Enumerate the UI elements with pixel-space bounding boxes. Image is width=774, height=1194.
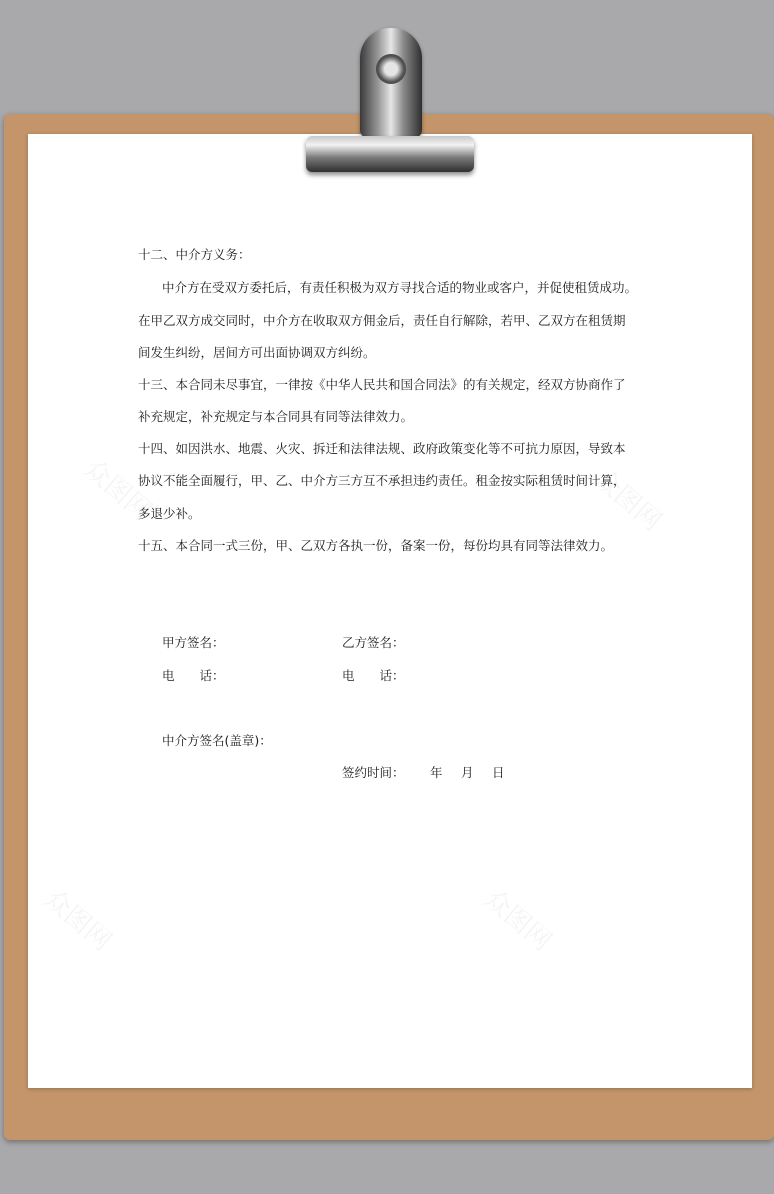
- clip-rivet: [376, 54, 406, 84]
- date-year: 年: [430, 765, 443, 780]
- paragraph-line: 协议不能全面履行，甲、乙、中介方三方互不承担违约责任。租金按实际租赁时间计算，: [138, 473, 626, 488]
- party-b-signature-label: 乙方签名：: [342, 635, 405, 650]
- paragraph-line: 中介方在受双方委托后，有责任积极为双方寻找合适的物业或客户，并促使租赁成功。: [162, 280, 638, 295]
- section-14-line: 十四、如因洪水、地震、火灾、拆迁和法律法规、政府政策变化等不可抗力原因，导致本: [138, 441, 626, 456]
- contract-page: [28, 134, 752, 1088]
- paragraph-line: 间发生纠纷，居间方可出面协调双方纠纷。: [138, 345, 376, 360]
- paragraph-line: 多退少补。: [138, 506, 201, 521]
- sign-date-label: 签约时间：: [342, 765, 405, 780]
- paragraph-line: 补充规定，补充规定与本合同具有同等法律效力。: [138, 409, 414, 424]
- section-13-line: 十三、本合同未尽事宜，一律按《中华人民共和国合同法》的有关规定，经双方协商作了: [138, 377, 626, 392]
- clip-jaw: [306, 136, 474, 172]
- section-15-line: 十五、本合同一式三份，甲、乙双方各执一份，备案一份，每份均具有同等法律效力。: [138, 538, 614, 553]
- paragraph-line: 在甲乙双方成交同时，中介方在收取双方佣金后，责任自行解除，若甲、乙双方在租赁期: [138, 313, 626, 328]
- date-month: 月: [461, 765, 474, 780]
- date-day: 日: [492, 765, 505, 780]
- party-a-signature-label: 甲方签名：: [162, 635, 225, 650]
- party-b-phone-label: 电 话：: [342, 668, 405, 683]
- party-a-phone-label: 电 话：: [162, 668, 225, 683]
- agent-signature-label: 中介方签名(盖章)：: [162, 733, 272, 748]
- section-12-heading: 十二、中介方义务：: [138, 247, 251, 262]
